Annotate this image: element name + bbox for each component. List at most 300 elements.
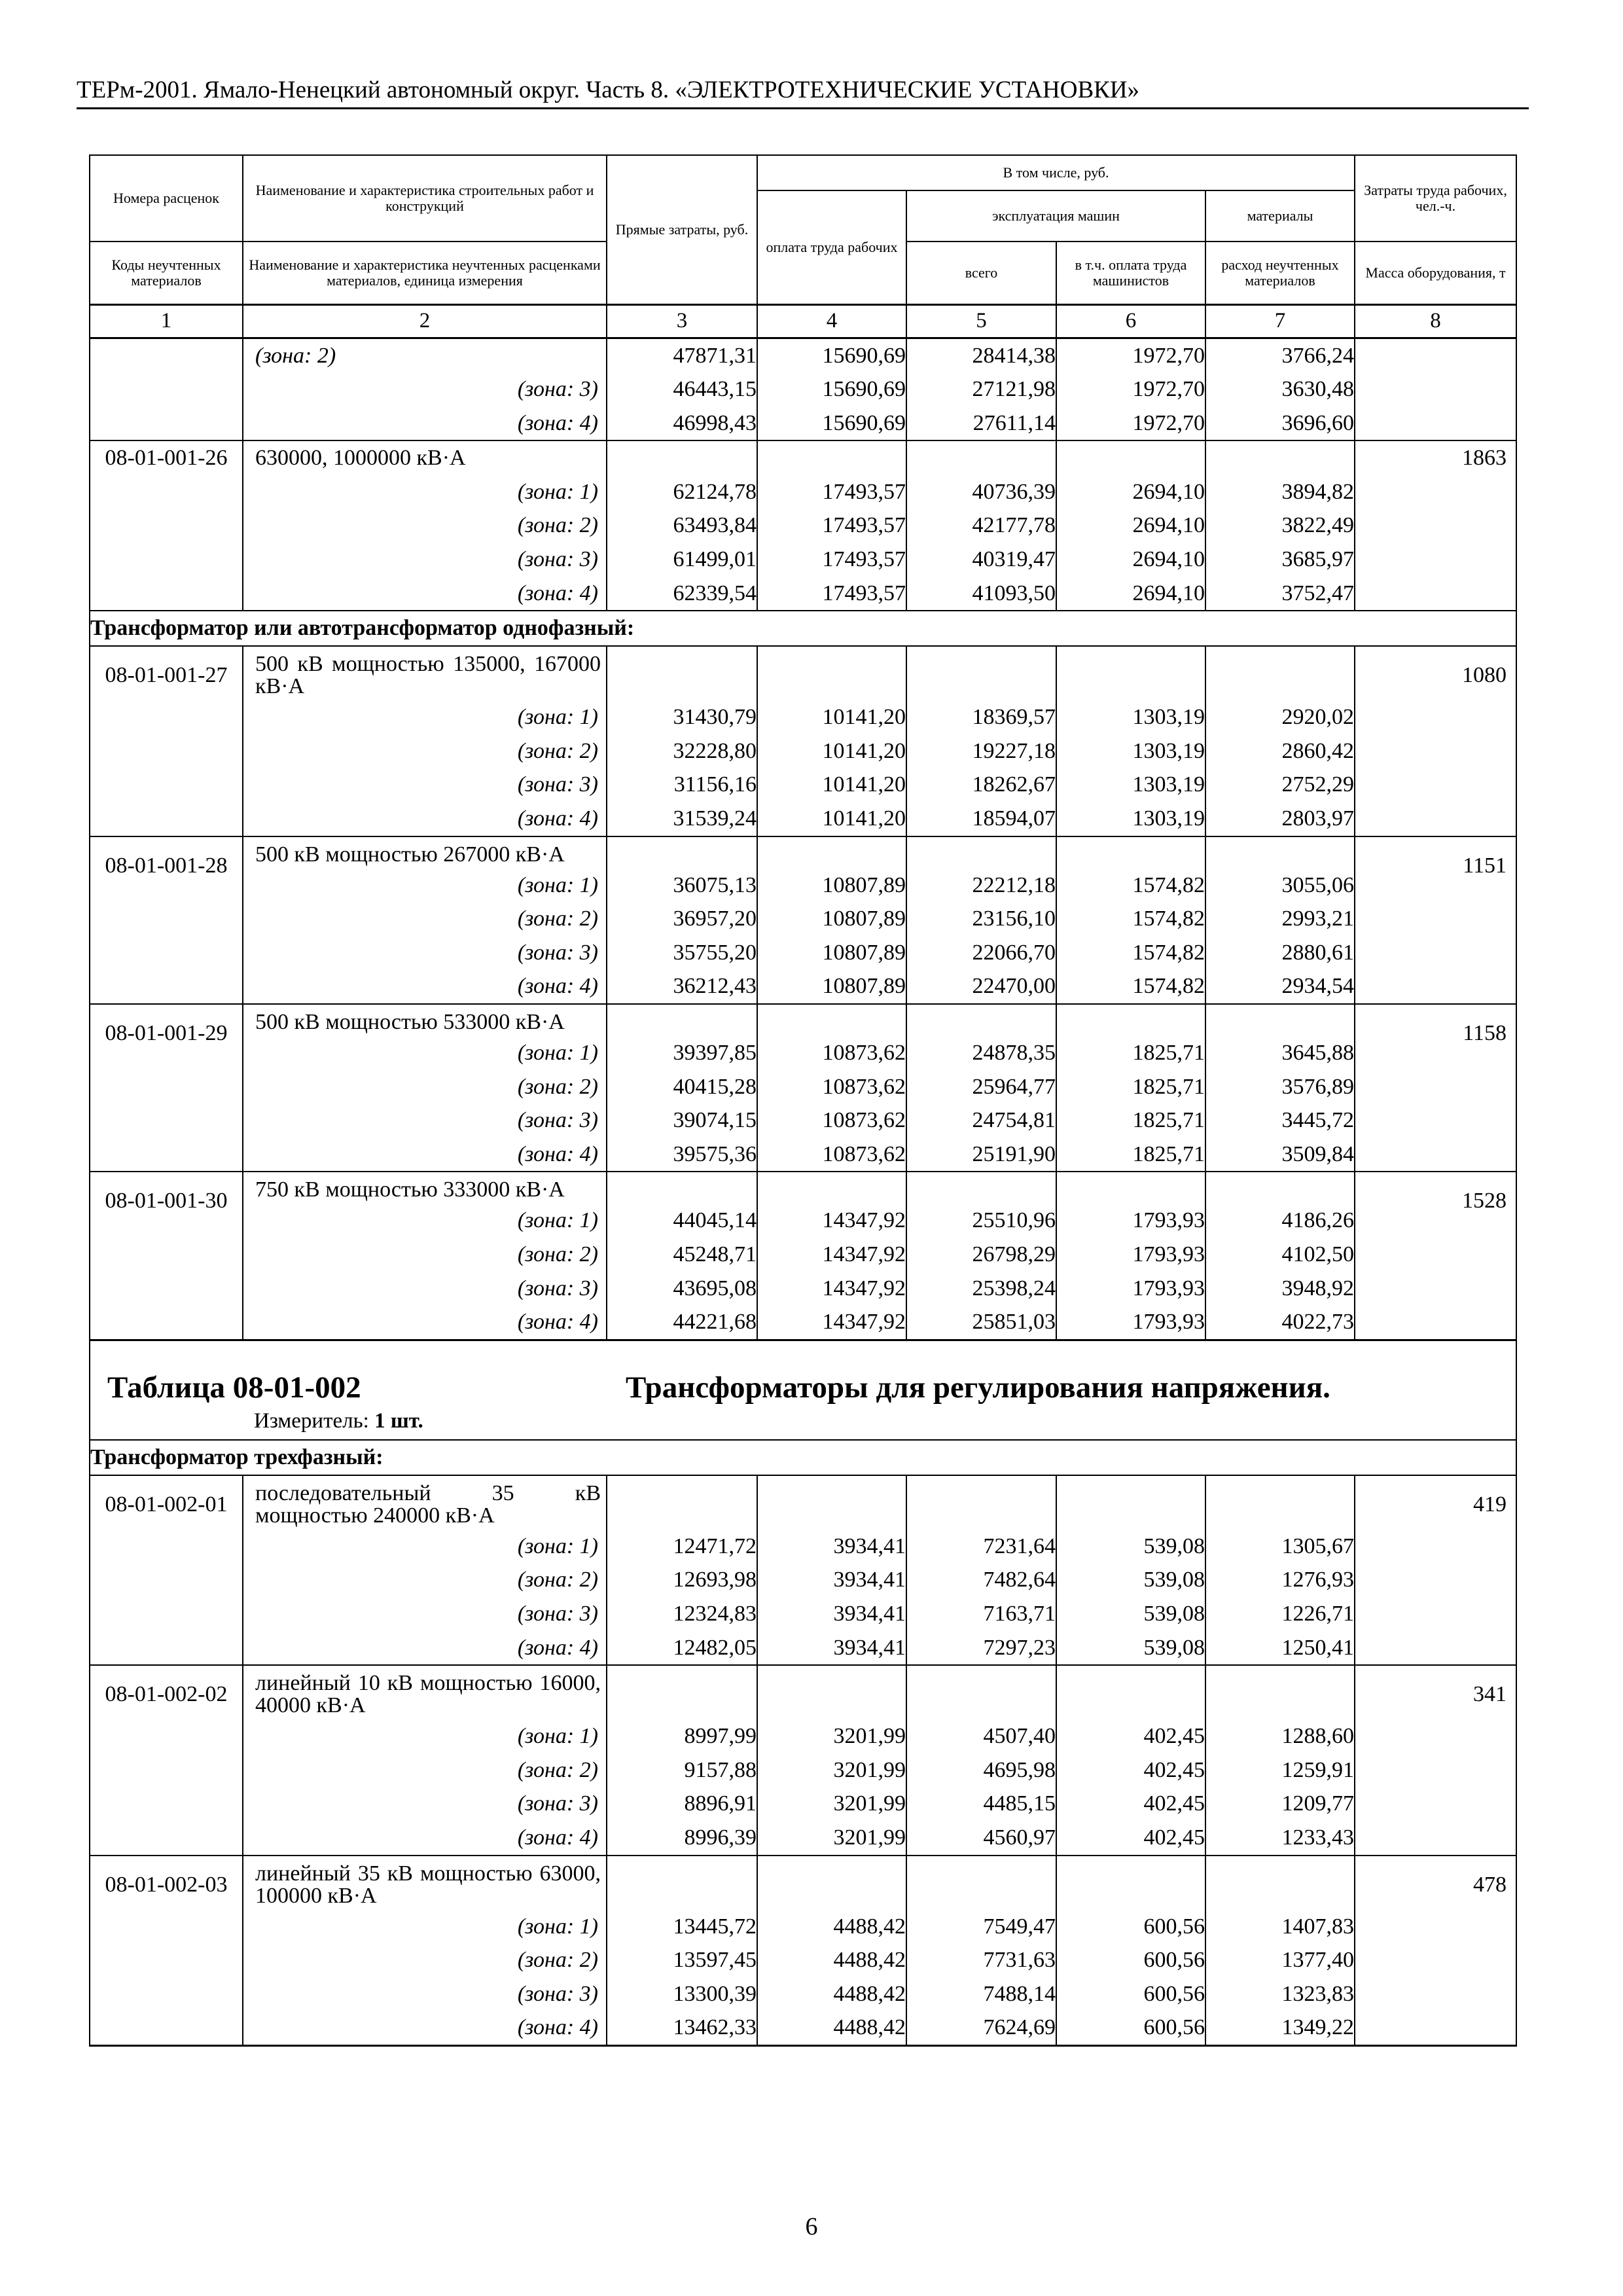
empty-cell (607, 1665, 757, 1719)
value-cell: 10807,89 (757, 869, 906, 903)
labor-cost: 1080 (1355, 646, 1516, 836)
colnum: 6 (1056, 304, 1205, 338)
value-cell: 3509,84 (1205, 1138, 1355, 1172)
value-cell: 22470,00 (906, 969, 1056, 1004)
value-cell: 25510,96 (906, 1204, 1056, 1238)
hdr-col1-top: Номера расценок (90, 155, 243, 242)
empty-cell (607, 1475, 757, 1530)
value-cell: 1574,82 (1056, 969, 1205, 1004)
value-cell: 1825,71 (1056, 1138, 1205, 1172)
value-cell: 3201,99 (757, 1719, 906, 1753)
labor-cost: 419 (1355, 1475, 1516, 1665)
value-cell: 2694,10 (1056, 543, 1205, 577)
hdr-col1-bottom: Коды неучтенных материалов (90, 242, 243, 304)
value-cell: 4022,73 (1205, 1305, 1355, 1340)
value-cell: 1574,82 (1056, 869, 1205, 903)
zone-row (90, 700, 1516, 734)
column-numbers (90, 304, 1516, 338)
value-cell: 25398,24 (906, 1272, 1056, 1306)
value-cell: 39074,15 (607, 1103, 757, 1138)
value-cell: 10141,20 (757, 768, 906, 802)
zone-label: (зона: 1) (243, 1910, 607, 1944)
value-cell: 42177,78 (906, 509, 1056, 543)
value-cell: 18262,67 (906, 768, 1056, 802)
value-cell: 1303,19 (1056, 700, 1205, 734)
zone-label: (зона: 2) (243, 734, 607, 768)
zone-row (90, 1821, 1516, 1856)
value-cell: 25851,03 (906, 1305, 1056, 1340)
price-table (89, 154, 1517, 2047)
zone-row (90, 509, 1516, 543)
value-cell: 1303,19 (1056, 802, 1205, 836)
zone-label: (зона: 3) (243, 1272, 607, 1306)
value-cell: 2860,42 (1205, 734, 1355, 768)
value-cell: 47871,31 (607, 338, 757, 372)
zone-row (90, 768, 1516, 802)
value-cell: 31156,16 (607, 768, 757, 802)
zone-row (90, 1563, 1516, 1597)
empty-cell (1205, 1172, 1355, 1204)
value-cell: 3752,47 (1205, 577, 1355, 611)
zone-label: (зона: 4) (243, 969, 607, 1004)
rate-code: 08-01-001-30 (90, 1172, 243, 1340)
colnum: 5 (906, 304, 1056, 338)
value-cell: 4695,98 (906, 1753, 1056, 1787)
hdr-col2-bottom: Наименование и характеристика неучтенных расценками материалов, единица измерения (243, 242, 607, 304)
value-cell: 27611,14 (906, 406, 1056, 441)
value-cell: 2803,97 (1205, 802, 1355, 836)
zone-row (90, 1204, 1516, 1238)
value-cell: 8996,39 (607, 1821, 757, 1856)
value-cell: 2880,61 (1205, 936, 1355, 970)
entry-row (90, 1475, 1516, 1530)
rate-code: 08-01-001-27 (90, 646, 243, 836)
entry-row (90, 1856, 1516, 1910)
value-cell: 7231,64 (906, 1530, 1056, 1564)
value-cell: 13462,33 (607, 2011, 757, 2045)
value-cell: 402,45 (1056, 1719, 1205, 1753)
value-cell: 35755,20 (607, 936, 757, 970)
empty-cell (607, 836, 757, 869)
empty-cell (906, 1856, 1056, 1910)
value-cell: 13445,72 (607, 1910, 757, 1944)
value-cell: 28414,38 (906, 338, 1056, 372)
value-cell: 2752,29 (1205, 768, 1355, 802)
value-cell: 402,45 (1056, 1753, 1205, 1787)
value-cell: 4488,42 (757, 2011, 906, 2045)
work-name: 500 кВ мощностью 267000 кВ·А (243, 836, 607, 869)
value-cell: 3576,89 (1205, 1070, 1355, 1104)
zone-label: (зона: 4) (243, 802, 607, 836)
work-name: 500 кВ мощностью 135000, 167000 кВ·А (243, 646, 607, 700)
value-cell: 3894,82 (1205, 475, 1355, 509)
empty-cell (906, 440, 1056, 475)
value-cell: 4488,42 (757, 1910, 906, 1944)
value-cell: 7482,64 (906, 1563, 1056, 1597)
empty-cell (607, 1004, 757, 1036)
zone-label: (зона: 2) (243, 338, 607, 372)
value-cell: 4488,42 (757, 1977, 906, 2011)
empty-cell (757, 1475, 906, 1530)
hdr-col8-bottom: Масса оборудования, т (1355, 242, 1516, 304)
zone-label: (зона: 2) (243, 902, 607, 936)
value-cell: 17493,57 (757, 577, 906, 611)
zone-label: (зона: 1) (243, 1530, 607, 1564)
value-cell: 39575,36 (607, 1138, 757, 1172)
empty-cell (1056, 1856, 1205, 1910)
entry-row (90, 836, 1516, 869)
table-number: Таблица 08-01-002 (107, 1370, 361, 1405)
labor-cost: 478 (1355, 1856, 1516, 2046)
value-cell: 40319,47 (906, 543, 1056, 577)
value-cell: 402,45 (1056, 1787, 1205, 1821)
zone-row (90, 1753, 1516, 1787)
value-cell: 3630,48 (1205, 372, 1355, 406)
value-cell: 3934,41 (757, 1597, 906, 1631)
empty-cell (1056, 646, 1205, 700)
value-cell: 2934,54 (1205, 969, 1355, 1004)
labor-cost: 1151 (1355, 836, 1516, 1004)
hdr-col7: расход неучтенных материалов (1205, 242, 1355, 304)
value-cell: 25191,90 (906, 1138, 1056, 1172)
value-cell: 44045,14 (607, 1204, 757, 1238)
hdr-col3: Прямые затраты, руб. (607, 155, 757, 304)
zone-label: (зона: 2) (243, 1563, 607, 1597)
zone-label: (зона: 3) (243, 372, 607, 406)
value-cell: 14347,92 (757, 1204, 906, 1238)
zone-label: (зона: 2) (243, 509, 607, 543)
zone-label: (зона: 2) (243, 1238, 607, 1272)
value-cell: 12482,05 (607, 1631, 757, 1666)
value-cell: 2694,10 (1056, 475, 1205, 509)
value-cell: 9157,88 (607, 1753, 757, 1787)
hdr-col6: в т.ч. оплата труда машинистов (1056, 242, 1205, 304)
zone-label: (зона: 3) (243, 1597, 607, 1631)
empty-cell (1205, 646, 1355, 700)
empty-cell (1056, 1172, 1205, 1204)
value-cell: 3685,97 (1205, 543, 1355, 577)
zone-row (90, 1910, 1516, 1944)
empty-cell (757, 1172, 906, 1204)
zone-label: (зона: 2) (243, 1753, 607, 1787)
rate-code: 08-01-001-29 (90, 1004, 243, 1172)
zone-label: (зона: 2) (243, 1070, 607, 1104)
colnum: 3 (607, 304, 757, 338)
entry-row (90, 1004, 1516, 1036)
value-cell: 40736,39 (906, 475, 1056, 509)
value-cell: 1793,93 (1056, 1204, 1205, 1238)
value-cell: 24754,81 (906, 1103, 1056, 1138)
value-cell: 24878,35 (906, 1036, 1056, 1070)
hdr-materials: материалы (1205, 190, 1355, 242)
value-cell: 600,56 (1056, 1910, 1205, 1944)
zone-label: (зона: 3) (243, 768, 607, 802)
value-cell: 1233,43 (1205, 1821, 1355, 1856)
value-cell: 4186,26 (1205, 1204, 1355, 1238)
zone-row (90, 1272, 1516, 1306)
work-name: последовательный 35 кВ мощностью 240000 кВ·А (243, 1475, 607, 1530)
value-cell: 1825,71 (1056, 1070, 1205, 1104)
zone-label: (зона: 2) (243, 1943, 607, 1977)
value-cell: 3934,41 (757, 1530, 906, 1564)
value-cell: 1825,71 (1056, 1036, 1205, 1070)
value-cell: 17493,57 (757, 543, 906, 577)
zone-row (90, 1943, 1516, 1977)
hdr-incl: В том числе, руб. (757, 155, 1355, 190)
rate-code: 08-01-002-03 (90, 1856, 243, 2046)
value-cell: 2920,02 (1205, 700, 1355, 734)
value-cell: 3696,60 (1205, 406, 1355, 441)
value-cell: 3201,99 (757, 1787, 906, 1821)
labor-cost: 1528 (1355, 1172, 1516, 1340)
empty-cell (757, 1856, 906, 1910)
value-cell: 402,45 (1056, 1821, 1205, 1856)
value-cell: 25964,77 (906, 1070, 1056, 1104)
value-cell: 10807,89 (757, 969, 906, 1004)
labor-cost: 1863 (1355, 440, 1516, 611)
zone-label: (зона: 1) (243, 475, 607, 509)
zone-row (90, 1530, 1516, 1564)
value-cell: 15690,69 (757, 372, 906, 406)
table-title-row (90, 1340, 1516, 1440)
value-cell: 2694,10 (1056, 577, 1205, 611)
value-cell: 32228,80 (607, 734, 757, 768)
value-cell: 600,56 (1056, 1943, 1205, 1977)
value-cell: 1209,77 (1205, 1787, 1355, 1821)
value-cell: 1574,82 (1056, 902, 1205, 936)
empty-cell (607, 1172, 757, 1204)
value-cell: 10873,62 (757, 1070, 906, 1104)
zone-row (90, 1719, 1516, 1753)
empty-cell (1205, 1856, 1355, 1910)
value-cell: 1259,91 (1205, 1753, 1355, 1787)
empty-cell (906, 836, 1056, 869)
value-cell: 2694,10 (1056, 509, 1205, 543)
value-cell: 1303,19 (1056, 768, 1205, 802)
value-cell: 3645,88 (1205, 1036, 1355, 1070)
value-cell: 1276,93 (1205, 1563, 1355, 1597)
value-cell: 17493,57 (757, 475, 906, 509)
hdr-col4: оплата труда рабочих (757, 190, 906, 304)
colnum: 2 (243, 304, 607, 338)
value-cell: 7549,47 (906, 1910, 1056, 1944)
value-cell: 15690,69 (757, 406, 906, 441)
zone-row (90, 1305, 1516, 1340)
zone-label: (зона: 3) (243, 936, 607, 970)
value-cell: 1377,40 (1205, 1943, 1355, 1977)
value-cell: 3055,06 (1205, 869, 1355, 903)
zone-row (90, 969, 1516, 1004)
value-cell: 26798,29 (906, 1238, 1056, 1272)
value-cell: 8997,99 (607, 1719, 757, 1753)
value-cell: 10807,89 (757, 902, 906, 936)
value-cell: 43695,08 (607, 1272, 757, 1306)
running-title: ТЕРм-2001. Ямало-Ненецкий автономный округ. Часть 8. «ЭЛЕКТРОТЕХНИЧЕСКИЕ УСТАНОВКИ» (77, 73, 1529, 109)
value-cell: 31539,24 (607, 802, 757, 836)
zone-row (90, 869, 1516, 903)
entry-row (90, 440, 1516, 475)
zone-row (90, 936, 1516, 970)
value-cell: 39397,85 (607, 1036, 757, 1070)
value-cell: 600,56 (1056, 2011, 1205, 2045)
colnum: 8 (1355, 304, 1516, 338)
zone-row (90, 1036, 1516, 1070)
work-name: 630000, 1000000 кВ·А (243, 440, 607, 475)
zone-label: (зона: 3) (243, 1977, 607, 2011)
zone-label: (зона: 4) (243, 1821, 607, 1856)
value-cell: 1972,70 (1056, 372, 1205, 406)
value-cell: 12324,83 (607, 1597, 757, 1631)
empty-cell (1205, 1665, 1355, 1719)
zone-label: (зона: 4) (243, 1305, 607, 1340)
zone-row (90, 1787, 1516, 1821)
value-cell: 62124,78 (607, 475, 757, 509)
value-cell: 10141,20 (757, 700, 906, 734)
zone-label: (зона: 3) (243, 1787, 607, 1821)
value-cell: 1288,60 (1205, 1719, 1355, 1753)
value-cell: 10873,62 (757, 1103, 906, 1138)
value-cell: 4102,50 (1205, 1238, 1355, 1272)
value-cell: 17493,57 (757, 509, 906, 543)
value-cell: 7163,71 (906, 1597, 1056, 1631)
value-cell: 7624,69 (906, 2011, 1056, 2045)
empty-cell (607, 646, 757, 700)
value-cell: 10873,62 (757, 1036, 906, 1070)
value-cell: 36957,20 (607, 902, 757, 936)
empty-cell (906, 1172, 1056, 1204)
value-cell: 4507,40 (906, 1719, 1056, 1753)
value-cell: 1250,41 (1205, 1631, 1355, 1666)
value-cell: 1793,93 (1056, 1272, 1205, 1306)
zone-row (90, 1070, 1516, 1104)
zone-row (90, 2011, 1516, 2045)
zone-label: (зона: 1) (243, 1204, 607, 1238)
empty-cell (1056, 440, 1205, 475)
empty-cell (607, 440, 757, 475)
zone-label: (зона: 4) (243, 2011, 607, 2045)
value-cell: 1349,22 (1205, 2011, 1355, 2045)
zone-label: (зона: 3) (243, 543, 607, 577)
empty-cell (906, 1475, 1056, 1530)
value-cell: 3934,41 (757, 1631, 906, 1666)
value-cell: 36075,13 (607, 869, 757, 903)
rate-code: 08-01-002-02 (90, 1665, 243, 1855)
value-cell: 600,56 (1056, 1977, 1205, 2011)
measure-value: 1 шт. (374, 1408, 423, 1433)
value-cell: 10141,20 (757, 734, 906, 768)
value-cell: 1407,83 (1205, 1910, 1355, 1944)
hdr-col8-top: Затраты труда рабочих, чел.-ч. (1355, 155, 1516, 242)
value-cell: 10141,20 (757, 802, 906, 836)
value-cell: 13300,39 (607, 1977, 757, 2011)
empty-cell (1205, 440, 1355, 475)
zone-row (90, 475, 1516, 509)
value-cell: 3766,24 (1205, 338, 1355, 372)
value-cell: 63493,84 (607, 509, 757, 543)
zone-label: (зона: 4) (243, 406, 607, 441)
empty-cell (1056, 1665, 1205, 1719)
page-number: 6 (805, 2213, 818, 2240)
empty-cell (1056, 1475, 1205, 1530)
section-title: Трансформатор трехфазный: (90, 1440, 1516, 1475)
zone-label: (зона: 4) (243, 577, 607, 611)
empty-cell (906, 646, 1056, 700)
zone-row (90, 338, 1516, 372)
work-name: линейный 35 кВ мощностью 63000, 100000 кВ·А (243, 1856, 607, 1910)
value-cell: 12693,98 (607, 1563, 757, 1597)
empty-cell (906, 1665, 1056, 1719)
value-cell: 18594,07 (906, 802, 1056, 836)
zone-row (90, 734, 1516, 768)
zone-label: (зона: 1) (243, 1036, 607, 1070)
value-cell: 31430,79 (607, 700, 757, 734)
value-cell: 1793,93 (1056, 1305, 1205, 1340)
value-cell: 22212,18 (906, 869, 1056, 903)
rate-code: 08-01-002-01 (90, 1475, 243, 1665)
zone-label: (зона: 3) (243, 1103, 607, 1138)
value-cell: 36212,43 (607, 969, 757, 1004)
zone-row (90, 372, 1516, 406)
value-cell: 3822,49 (1205, 509, 1355, 543)
empty-cell (757, 836, 906, 869)
value-cell: 7488,14 (906, 1977, 1056, 2011)
value-cell: 12471,72 (607, 1530, 757, 1564)
value-cell: 3445,72 (1205, 1103, 1355, 1138)
zone-row (90, 1977, 1516, 2011)
entry-row (90, 1665, 1516, 1719)
value-cell: 7731,63 (906, 1943, 1056, 1977)
empty-code-cell (90, 338, 243, 440)
value-cell: 19227,18 (906, 734, 1056, 768)
value-cell: 62339,54 (607, 577, 757, 611)
zone-row (90, 406, 1516, 441)
value-cell: 46998,43 (607, 406, 757, 441)
section-heading (90, 1440, 1516, 1475)
zone-label: (зона: 4) (243, 1138, 607, 1172)
section-heading (90, 611, 1516, 646)
zone-row (90, 802, 1516, 836)
work-name: 500 кВ мощностью 533000 кВ·А (243, 1004, 607, 1036)
entry-row (90, 646, 1516, 700)
value-cell: 46443,15 (607, 372, 757, 406)
value-cell: 14347,92 (757, 1305, 906, 1340)
colnum: 1 (90, 304, 243, 338)
empty-cell (757, 646, 906, 700)
empty-cell (757, 440, 906, 475)
empty-labor-cell (1355, 338, 1516, 440)
value-cell: 4488,42 (757, 1943, 906, 1977)
section-title: Трансформатор или автотрансформатор однофазный: (90, 611, 1516, 646)
empty-cell (607, 1856, 757, 1910)
hdr-col5: всего (906, 242, 1056, 304)
value-cell: 7297,23 (906, 1631, 1056, 1666)
value-cell: 539,08 (1056, 1563, 1205, 1597)
value-cell: 10807,89 (757, 936, 906, 970)
value-cell: 1323,83 (1205, 1977, 1355, 2011)
value-cell: 22066,70 (906, 936, 1056, 970)
empty-cell (757, 1665, 906, 1719)
empty-cell (906, 1004, 1056, 1036)
table-title: Трансформаторы для регулирования напряжения. (626, 1370, 1330, 1405)
empty-cell (1056, 1004, 1205, 1036)
value-cell: 1825,71 (1056, 1103, 1205, 1138)
value-cell: 4485,15 (906, 1787, 1056, 1821)
zone-row (90, 1631, 1516, 1666)
value-cell: 44221,68 (607, 1305, 757, 1340)
empty-cell (1056, 836, 1205, 869)
value-cell: 1972,70 (1056, 338, 1205, 372)
value-cell: 23156,10 (906, 902, 1056, 936)
